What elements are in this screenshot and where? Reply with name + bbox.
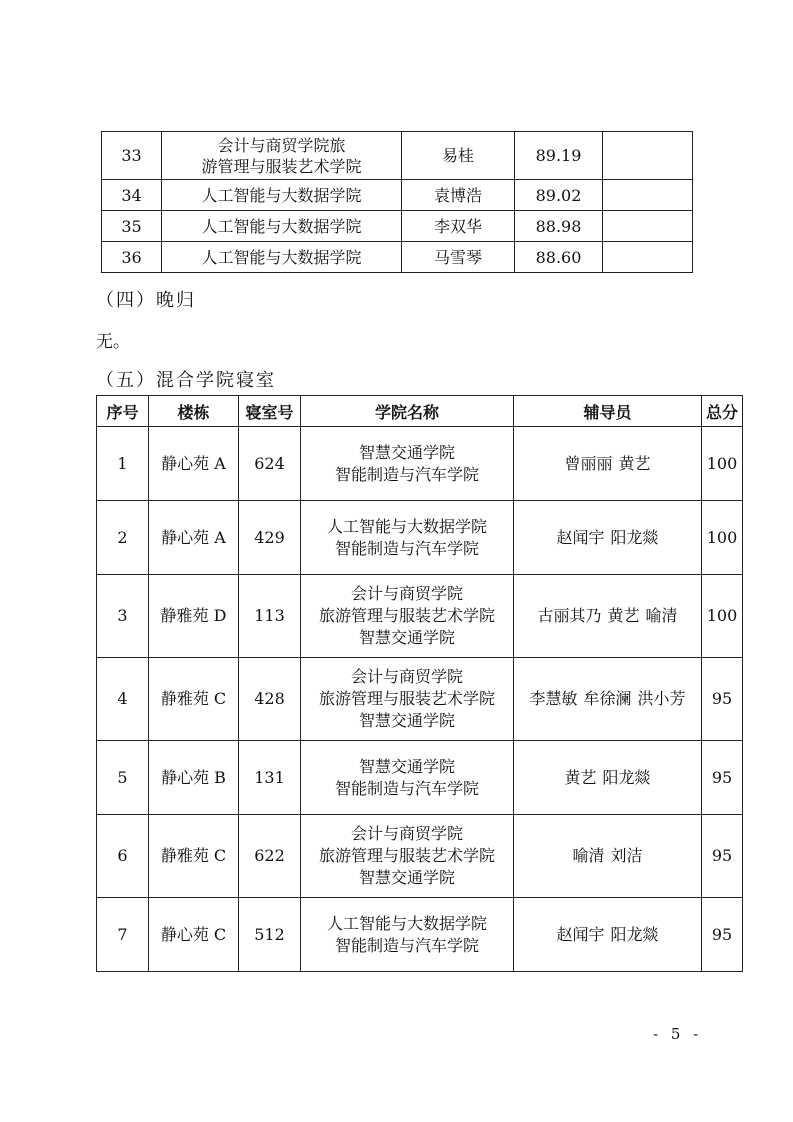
cell-counselors bbox=[514, 898, 702, 972]
college-line: 会计与商贸学院 bbox=[350, 667, 463, 686]
college-line: 会计与商贸学院 bbox=[350, 584, 463, 603]
college-line: 智慧交通学院 bbox=[358, 868, 455, 887]
counselor-name: 喻清 bbox=[645, 606, 678, 625]
college-line: 旅游管理与服装艺术学院 bbox=[318, 689, 495, 708]
cell-colleges bbox=[301, 898, 514, 972]
cell-remark bbox=[603, 242, 693, 273]
cell-remark bbox=[603, 211, 693, 242]
cell-total-score: 95 bbox=[702, 741, 743, 815]
cell-score: 89.02 bbox=[515, 180, 603, 211]
cell-no: 36 bbox=[102, 242, 162, 273]
college-line: 旅游管理与服装艺术学院 bbox=[318, 846, 495, 865]
cell-colleges bbox=[301, 575, 514, 658]
table-row bbox=[97, 741, 743, 815]
cell-total-score: 95 bbox=[702, 658, 743, 741]
college-line: 智能制造与汽车学院 bbox=[334, 464, 479, 484]
cell-colleges bbox=[301, 741, 514, 815]
header-college: 学院名称 bbox=[301, 396, 514, 427]
table-row bbox=[97, 658, 743, 741]
cell-total-score: 100 bbox=[702, 427, 743, 501]
counselor-name: 阳龙燚 bbox=[610, 924, 659, 944]
cell-room: 131 bbox=[239, 741, 301, 815]
cell-colleges bbox=[301, 427, 514, 501]
cell-college bbox=[162, 180, 402, 211]
cell-building: 静心苑 B bbox=[149, 741, 239, 815]
cell-no: 33 bbox=[102, 132, 162, 180]
table-row bbox=[97, 815, 743, 898]
college-line: 智慧交通学院 bbox=[358, 442, 455, 462]
cell-no: 6 bbox=[97, 815, 149, 898]
table-row bbox=[97, 575, 743, 658]
counselor-name: 古丽其乃 bbox=[537, 606, 602, 625]
cell-remark bbox=[603, 180, 693, 211]
college-line: 智能制造与汽车学院 bbox=[334, 538, 479, 558]
counselor-name: 黄艺 bbox=[618, 453, 651, 473]
college-line: 人工智能与大数据学院 bbox=[201, 216, 362, 236]
cell-room: 113 bbox=[239, 575, 301, 658]
header-counselor: 辅导员 bbox=[514, 396, 702, 427]
college-line: 智慧交通学院 bbox=[358, 756, 455, 776]
section-late-return-body: 无。 bbox=[96, 332, 130, 352]
counselor-name: 阳龙燚 bbox=[602, 767, 651, 787]
college-line: 人工智能与大数据学院 bbox=[201, 247, 362, 267]
counselor-name: 刘洁 bbox=[610, 846, 643, 865]
award-table-continued bbox=[101, 131, 693, 273]
table-row bbox=[102, 242, 693, 273]
cell-counselors bbox=[514, 501, 702, 575]
cell-counselors bbox=[514, 427, 702, 501]
cell-college bbox=[162, 242, 402, 273]
cell-counselors bbox=[514, 741, 702, 815]
cell-counselors bbox=[514, 815, 702, 898]
cell-total-score: 95 bbox=[702, 815, 743, 898]
table-row bbox=[97, 898, 743, 972]
cell-score: 89.19 bbox=[515, 132, 603, 180]
cell-colleges bbox=[301, 815, 514, 898]
cell-building: 静雅苑 D bbox=[149, 575, 239, 658]
header-building: 楼栋 bbox=[149, 396, 239, 427]
college-line: 人工智能与大数据学院 bbox=[326, 913, 487, 933]
header-score: 总分 bbox=[702, 396, 743, 427]
award-table-body bbox=[102, 132, 693, 273]
cell-college bbox=[162, 211, 402, 242]
table-row bbox=[102, 180, 693, 211]
cell-total-score: 100 bbox=[702, 575, 743, 658]
college-line: 智慧交通学院 bbox=[358, 628, 455, 647]
cell-college bbox=[162, 132, 402, 180]
counselor-name: 喻清 bbox=[572, 846, 605, 865]
cell-total-score: 95 bbox=[702, 898, 743, 972]
page-number: - 5 - bbox=[653, 1025, 703, 1043]
cell-score: 88.60 bbox=[515, 242, 603, 273]
mixed-dorm-table bbox=[96, 395, 743, 972]
cell-no: 1 bbox=[97, 427, 149, 501]
college-line: 智能制造与汽车学院 bbox=[334, 778, 479, 798]
table-row bbox=[102, 211, 693, 242]
cell-no: 7 bbox=[97, 898, 149, 972]
cell-student-name: 易桂 bbox=[402, 132, 515, 180]
cell-room: 624 bbox=[239, 427, 301, 501]
college-line: 游管理与服装艺术学院 bbox=[201, 156, 362, 176]
college-line: 智慧交通学院 bbox=[358, 711, 455, 730]
cell-building: 静雅苑 C bbox=[149, 658, 239, 741]
mixed-dorm-table-body bbox=[97, 427, 743, 972]
college-line: 旅游管理与服装艺术学院 bbox=[318, 606, 495, 625]
cell-student-name: 袁博浩 bbox=[402, 180, 515, 211]
cell-no: 5 bbox=[97, 741, 149, 815]
counselor-name: 赵闻宇 bbox=[556, 527, 605, 547]
counselor-name: 阳龙燚 bbox=[610, 527, 659, 547]
cell-room: 512 bbox=[239, 898, 301, 972]
cell-colleges bbox=[301, 501, 514, 575]
table-row bbox=[97, 501, 743, 575]
section-late-return-heading: （四）晚归 bbox=[96, 290, 196, 311]
college-line: 人工智能与大数据学院 bbox=[201, 185, 362, 205]
cell-student-name: 马雪琴 bbox=[402, 242, 515, 273]
cell-no: 2 bbox=[97, 501, 149, 575]
header-no: 序号 bbox=[97, 396, 149, 427]
cell-remark bbox=[603, 132, 693, 180]
cell-counselors bbox=[514, 575, 702, 658]
college-line: 人工智能与大数据学院 bbox=[326, 516, 487, 536]
cell-building: 静心苑 C bbox=[149, 898, 239, 972]
cell-score: 88.98 bbox=[515, 211, 603, 242]
counselor-name: 曾丽丽 bbox=[564, 453, 613, 473]
table-header-row bbox=[97, 396, 743, 427]
cell-colleges bbox=[301, 658, 514, 741]
table-row bbox=[97, 427, 743, 501]
college-line: 会计与商贸学院旅 bbox=[217, 135, 346, 155]
section-mixed-dorm-heading: （五）混合学院寝室 bbox=[96, 370, 276, 391]
counselor-name: 牟徐澜 bbox=[583, 689, 632, 708]
cell-no: 3 bbox=[97, 575, 149, 658]
cell-student-name: 李双华 bbox=[402, 211, 515, 242]
cell-building: 静雅苑 C bbox=[149, 815, 239, 898]
counselor-name: 洪小芳 bbox=[637, 689, 686, 708]
cell-building: 静心苑 A bbox=[149, 427, 239, 501]
counselor-name: 赵闻宇 bbox=[556, 924, 605, 944]
college-line: 会计与商贸学院 bbox=[350, 824, 463, 843]
cell-counselors bbox=[514, 658, 702, 741]
college-line: 智能制造与汽车学院 bbox=[334, 935, 479, 955]
cell-no: 34 bbox=[102, 180, 162, 211]
cell-room: 428 bbox=[239, 658, 301, 741]
counselor-name: 黄艺 bbox=[564, 767, 597, 787]
cell-no: 35 bbox=[102, 211, 162, 242]
cell-no: 4 bbox=[97, 658, 149, 741]
counselor-name: 黄艺 bbox=[607, 606, 640, 625]
cell-room: 429 bbox=[239, 501, 301, 575]
table-row bbox=[102, 132, 693, 180]
cell-room: 622 bbox=[239, 815, 301, 898]
header-room: 寝室号 bbox=[239, 396, 301, 427]
cell-building: 静心苑 A bbox=[149, 501, 239, 575]
counselor-name: 李慧敏 bbox=[529, 689, 578, 708]
cell-total-score: 100 bbox=[702, 501, 743, 575]
